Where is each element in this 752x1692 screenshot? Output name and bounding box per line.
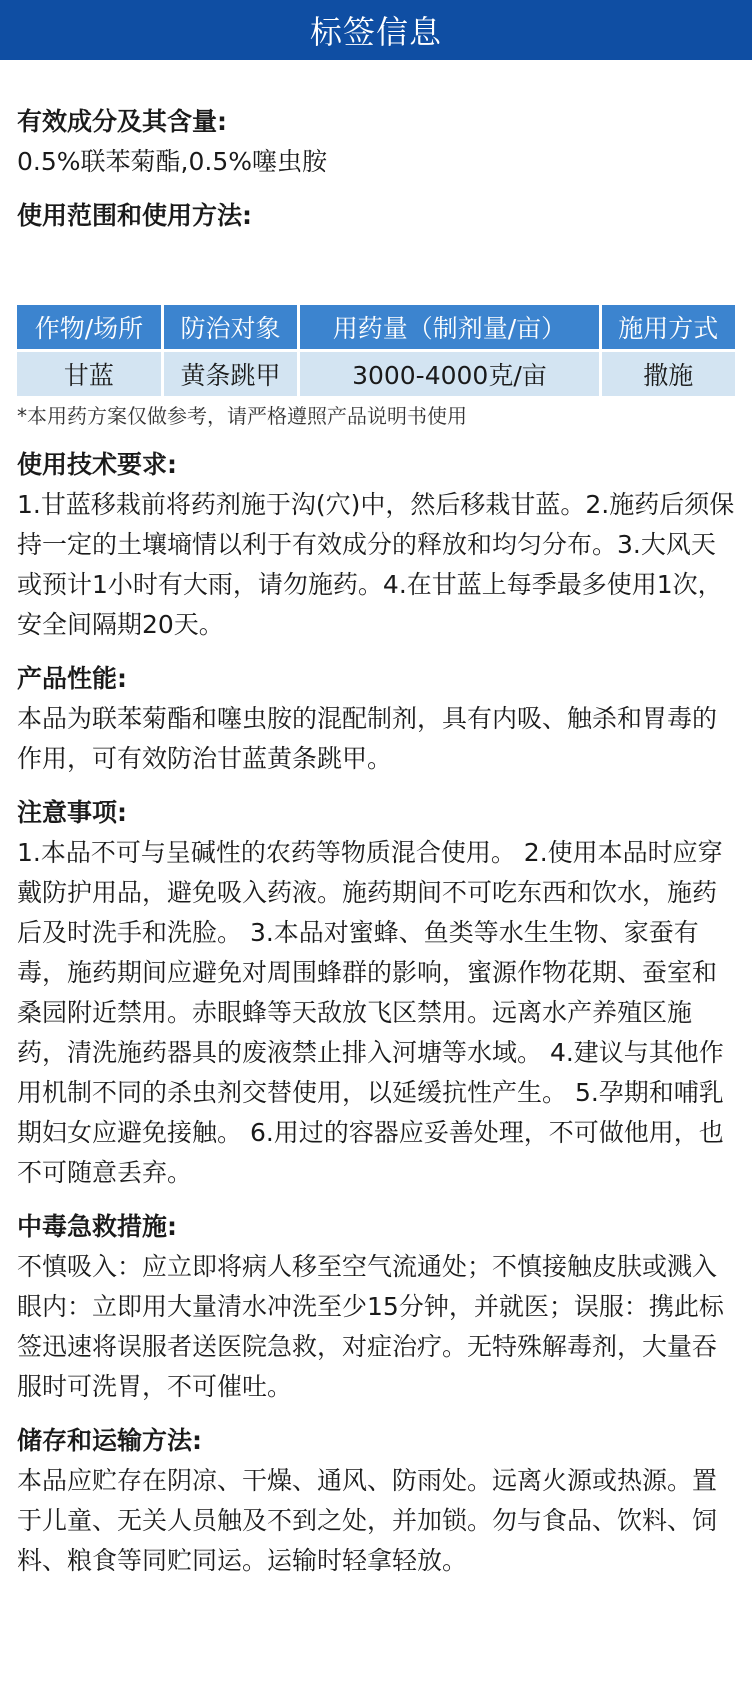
precautions-text: 1.本品不可与呈碱性的农药等物质混合使用。 2.使用本品时应穿戴防护用品，避免吸入药液。施药期间不可吃东西和饮水，施药后及时洗手和洗脸。 3.本品对蜜蜂、鱼类等水生生物、家蚕有毒，施药期间应避免对周围蜂群的影响，蜜源作物花期、蚕室和桑园附近禁用。赤眼蜂等天敌放飞区禁用。远离水产养殖区施药，清洗施药器具的废液禁止排入河塘等水域。 4.建议与其他作用机制不同的杀虫剂交替使用，以延缓抗性产生。 5.孕期和哺乳期妇女应避免接触。 6.用过的容器应妥善处理，不可做他用，也不可随意丢弃。	[17, 838, 724, 1187]
ingredients-title: 有效成分及其含量:	[17, 107, 227, 136]
page-header	[0, 0, 752, 60]
col-header-method: 施用方式	[602, 305, 735, 349]
cell-target: 黄条跳甲	[164, 352, 297, 396]
cell-dosage: 3000-4000克/亩	[300, 352, 598, 396]
col-header-target: 防治对象	[164, 305, 297, 349]
first-aid-text: 不慎吸入：应立即将病人移至空气流通处；不慎接触皮肤或溅入眼内：立即用大量清水冲洗至少15分钟，并就医；误服：携此标签迅速将误服者送医院急救，对症治疗。无特殊解毒剂，大量吞服时可洗胃，不可催吐。	[17, 1252, 724, 1401]
dose-table-header-row	[17, 305, 735, 349]
storage-text: 本品应贮存在阴凉、干燥、通风、防雨处。远离火源或热源。置于儿童、无关人员触及不到之处，并加锁。勿与食品、饮料、饲料、粮食等同贮同运。运输时轻拿轻放。	[17, 1466, 718, 1575]
performance-title: 产品性能:	[17, 664, 127, 693]
page-title: 标签信息	[309, 13, 442, 51]
label-content	[0, 60, 752, 1581]
table-row	[17, 352, 735, 396]
cell-crop: 甘蓝	[17, 352, 161, 396]
performance-text: 本品为联苯菊酯和噻虫胺的混配制剂，具有内吸、触杀和胃毒的作用，可有效防治甘蓝黄条跳甲。	[17, 704, 718, 773]
first-aid-title: 中毒急救措施:	[17, 1212, 177, 1241]
ingredients-text: 0.5%联苯菊酯,0.5%噻虫胺	[17, 147, 327, 176]
dose-table	[14, 302, 738, 399]
col-header-dosage: 用药量（制剂量/亩）	[300, 305, 598, 349]
cell-method: 撒施	[602, 352, 735, 396]
technical-text: 1.甘蓝移栽前将药剂施于沟(穴)中，然后移栽甘蓝。2.施药后须保持一定的土壤墒情以利于有效成分的释放和均匀分布。3.大风天或预计1小时有大雨，请勿施药。4.在甘蓝上每季最多使用1次，安全间隔期20天。	[17, 490, 735, 639]
col-header-crop: 作物/场所	[17, 305, 161, 349]
usage-scope-title: 使用范围和使用方法:	[17, 201, 252, 230]
precautions-title: 注意事项:	[17, 798, 127, 827]
technical-title: 使用技术要求:	[17, 450, 177, 479]
dose-table-note: *本用药方案仅做参考，请严格遵照产品说明书使用	[17, 404, 467, 428]
storage-title: 储存和运输方法:	[17, 1426, 202, 1455]
